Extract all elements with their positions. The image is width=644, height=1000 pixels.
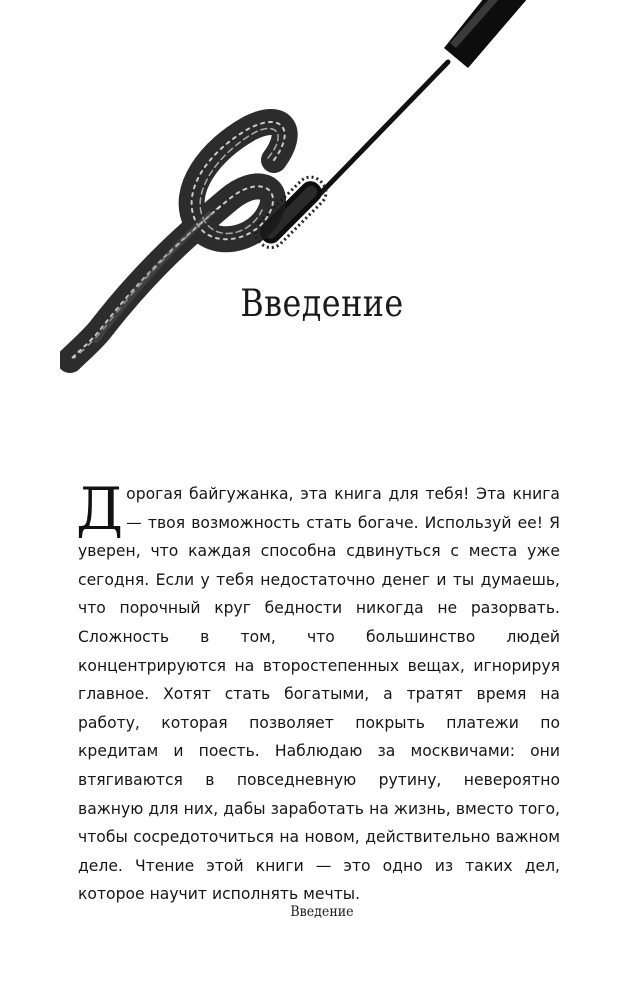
running-footer: Введение bbox=[290, 904, 354, 920]
mascara-stick bbox=[318, 62, 448, 196]
chapter-paragraph: орогая байгужанка, эта книга для тебя! Эта книга — твоя возможность стать богаче. Используй ее! Я уверен, что каждая способна сдвинуться с места уже сегодня. Если у тебя недостаточно денег и ты думаешь, что порочный круг бедности никогда не разорвать. Сложность в том, что большинство людей концентрируются на второстепенных вещах, игнорируя главное. Хотят стать богатыми, а тратят время на работу, которая позволяет покрыть платежи по кредитам и поесть. Наблюдаю за москвичами: они втягиваются в повседневную рутину, невероятно важную для них, дабы заработать на жизнь, вместо того, чтобы сосредоточиться на новом, действительно важном деле. Чтение этой книги — это одно из таких дел, которое научит исполнять мечты. bbox=[78, 485, 560, 904]
page-title: Введение bbox=[240, 282, 404, 325]
body-text bbox=[76, 475, 560, 909]
drop-cap: Д bbox=[76, 475, 124, 543]
